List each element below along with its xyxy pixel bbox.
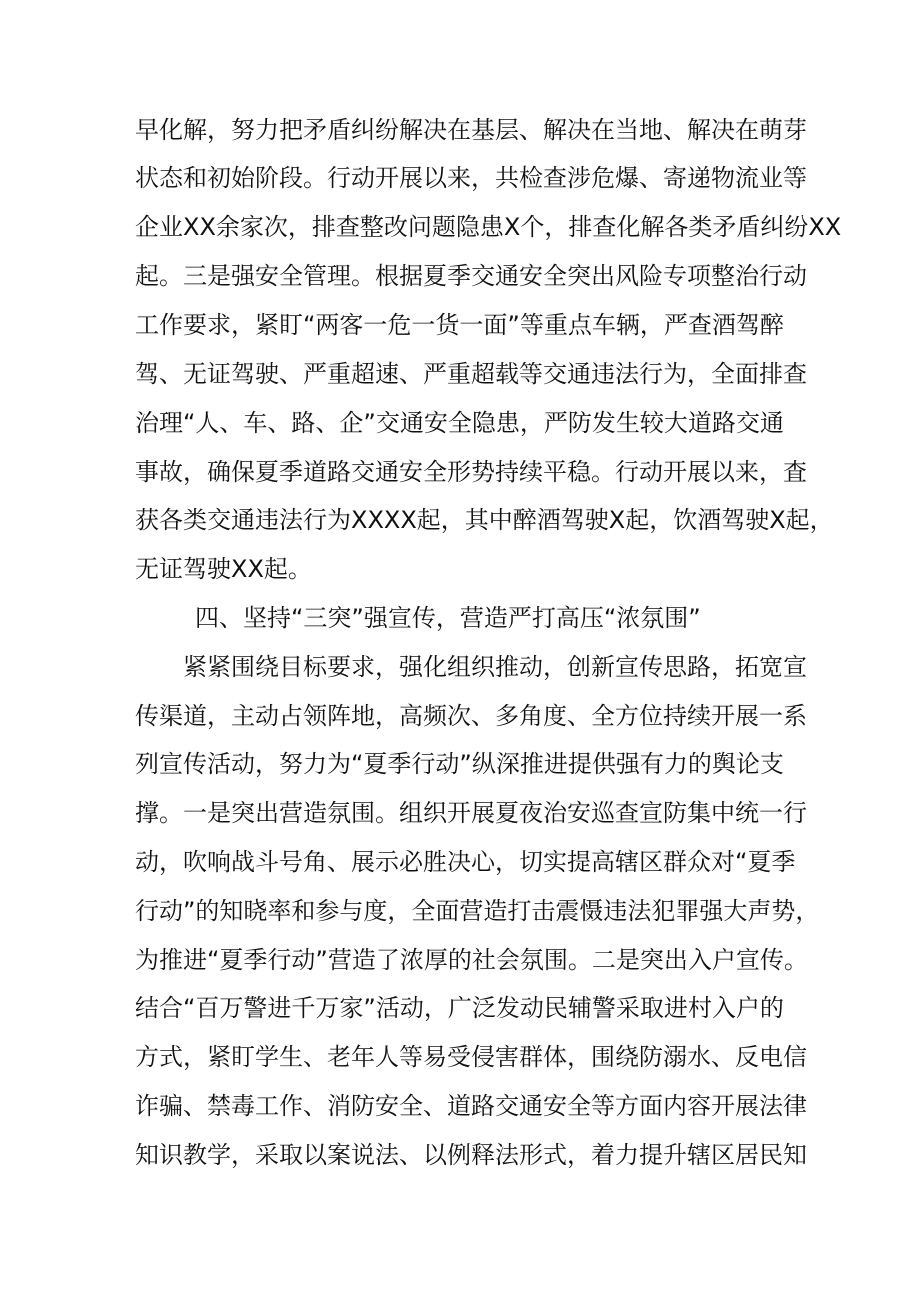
paragraph-line: 无证驾驶XX起。 [135,555,312,583]
paragraph-line: 动，吹响战斗号角、展示必胜决心，切实提高辖区群众对“夏季 [135,848,796,876]
paragraph-line: 起。三是强安全管理。根据夏季交通安全突出风险专项整治行动 [135,262,807,290]
paragraph-line: 事故，确保夏季道路交通安全形势持续平稳。行动开展以来，査 [135,458,807,486]
paragraph-line: 撑。一是突出营造氛围。组织开展夏夜治安巡查宣防集中统一行 [135,799,807,827]
paragraph-line: 方式，紧盯学生、老年人等易受侵害群体，围绕防溺水、反电信 [135,1043,807,1071]
paragraph-line: 紧紧围绕目标要求，强化组织推动，创新宣传思路，拓宽宣 [183,653,807,681]
paragraph-line: 工作要求，紧盯“两客一危一货一面”等重点车辆，严查酒驾醉 [135,311,784,339]
paragraph-line: 获各类交通违法行为XXXX起，其中醉酒驾驶X起，饮酒驾驶X起， [135,506,834,534]
paragraph-line: 列宣传活动，努力为“夏季行动”纵深推进提供强有力的舆论支 [135,750,784,778]
paragraph-line: 传渠道，主动占领阵地，高频次、多角度、全方位持续开展一系 [135,702,807,730]
paragraph-line: 状态和初始阶段。行动开展以来，共检查涉危爆、寄递物流业等 [135,164,807,192]
section-heading: 四、坚持“三突”强宣传，营造严打高压“浓氛围” [195,604,701,632]
paragraph-line: 诈骗、禁毒工作、消防安全、道路交通安全等方面内容开展法律 [135,1092,807,1120]
paragraph-line: 结合“百万警进千万家”活动，广泛发动民辅警采取进村入户的 [135,994,784,1022]
paragraph-line: 驾、无证驾驶、严重超速、严重超载等交通违法行为，全面排查 [135,360,807,388]
paragraph-line: 早化解，努力把矛盾纠纷解决在基层、解决在当地、解决在萌芽 [135,116,807,144]
paragraph-line: 治理“人、车、路、企”交通安全隐患，严防发生较大道路交通 [135,409,784,437]
paragraph-line: 企业XX余家次，排查整改问题隐患X个，排查化解各类矛盾纠纷XX [135,213,842,241]
paragraph-line: 行动”的知晓率和参与度，全面营造打击震慑违法犯罪强大声势， [135,897,820,925]
paragraph-line: 为推进“夏季行动”营造了浓厚的社会氛围。二是突出入户宣传。 [135,946,808,974]
paragraph-line: 知识教学，采取以案说法、以例释法形式，着力提升辖区居民知 [135,1141,807,1169]
